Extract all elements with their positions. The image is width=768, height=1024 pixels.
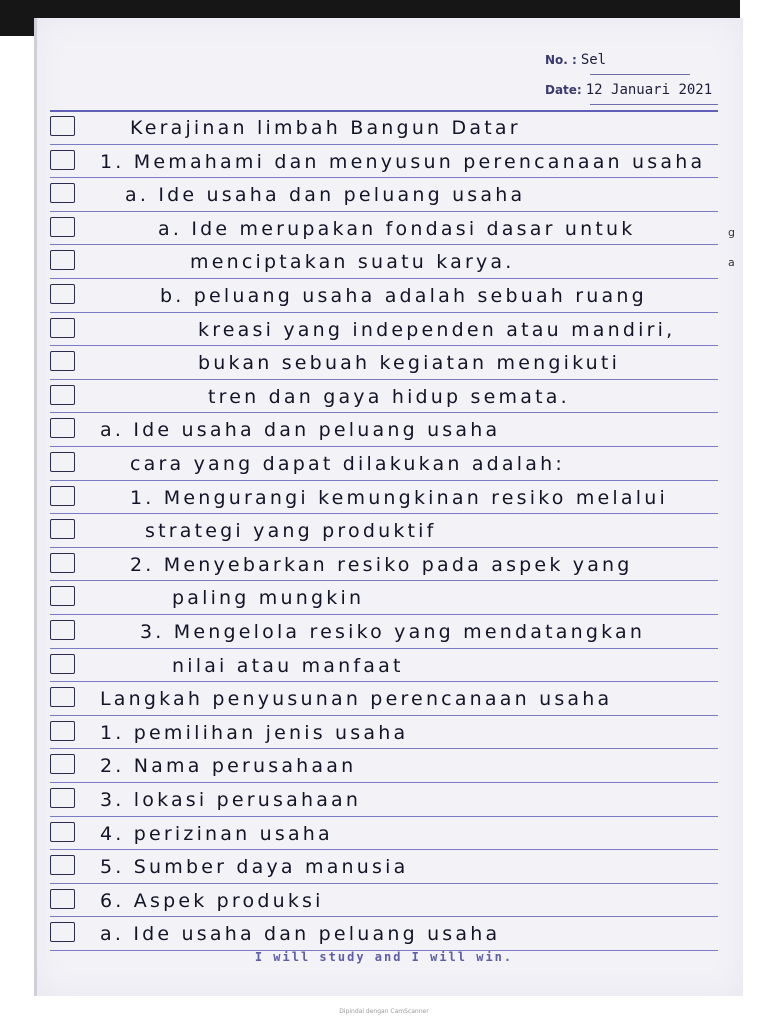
ruled-line xyxy=(50,278,718,279)
note-line: b. peluang usaha adalah sebuah ruang xyxy=(160,285,647,307)
note-line: kreasi yang independen atau mandiri, xyxy=(198,319,676,341)
ruled-line xyxy=(50,177,718,178)
ruled-line xyxy=(50,681,718,682)
margin-checkbox xyxy=(50,183,75,203)
note-line: 1. Mengurangi kemungkinan resiko melalui xyxy=(130,487,668,509)
ruled-line xyxy=(50,816,718,817)
margin-checkbox xyxy=(50,250,75,270)
ruled-line xyxy=(50,748,718,749)
ruled-line xyxy=(50,345,718,346)
ruled-line xyxy=(50,211,718,212)
margin-checkbox xyxy=(50,217,75,237)
ruled-line xyxy=(50,782,718,783)
notebook-motto: I will study and I will win. xyxy=(254,950,514,964)
ruled-line xyxy=(50,849,718,850)
margin-checkbox xyxy=(50,922,75,942)
margin-checkbox xyxy=(50,654,75,674)
ruled-line xyxy=(50,144,718,145)
margin-checkbox xyxy=(50,418,75,438)
margin-checkbox xyxy=(50,318,75,338)
note-line: 1. Memahami dan menyusun perencanaan usaha xyxy=(100,151,706,173)
edge-mark-2: a xyxy=(728,256,735,269)
margin-checkbox xyxy=(50,788,75,808)
margin-checkbox xyxy=(50,116,75,136)
note-line: strategi yang produktif xyxy=(145,520,437,542)
page-number-value: Sel xyxy=(580,52,607,68)
margin-checkbox xyxy=(50,284,75,304)
note-line: nilai atau manfaat xyxy=(172,655,404,677)
margin-checkbox xyxy=(50,687,75,707)
note-line: cara yang dapat dilakukan adalah: xyxy=(130,453,565,475)
note-line: 6. Aspek produksi xyxy=(100,890,324,912)
margin-checkbox xyxy=(50,620,75,640)
note-line: a. Ide usaha dan peluang usaha xyxy=(125,184,526,206)
margin-checkbox xyxy=(50,452,75,472)
ruled-line xyxy=(50,379,718,380)
note-line: tren dan gaya hidup semata. xyxy=(208,386,570,408)
note-line: 4. perizinan usaha xyxy=(100,823,333,845)
note-line: a. Ide usaha dan peluang usaha xyxy=(100,419,501,441)
note-line: 5. Sumber daya manusia xyxy=(100,856,409,878)
date-label: Date: xyxy=(545,83,582,97)
margin-checkbox xyxy=(50,553,75,573)
margin-checkbox xyxy=(50,754,75,774)
ruled-line xyxy=(50,916,718,917)
margin-checkbox xyxy=(50,385,75,405)
margin-checkbox xyxy=(50,519,75,539)
ruled-line xyxy=(50,412,718,413)
note-line: a. Ide merupakan fondasi dasar untuk xyxy=(158,218,636,240)
page-number-underline xyxy=(590,74,690,75)
ruled-line xyxy=(50,446,718,447)
note-line: 2. Menyebarkan resiko pada aspek yang xyxy=(130,554,633,576)
page-number-label: No. : xyxy=(545,53,577,67)
ruled-line xyxy=(50,715,718,716)
ruled-line xyxy=(50,648,718,649)
ruled-line xyxy=(50,110,718,112)
date-value: 12 Januari 2021 xyxy=(585,82,713,98)
note-line: menciptakan suatu karya. xyxy=(190,251,515,273)
ruled-line xyxy=(50,547,718,548)
ruled-line xyxy=(50,244,718,245)
ruled-line xyxy=(50,580,718,581)
page-number-field xyxy=(545,52,606,68)
margin-checkbox xyxy=(50,889,75,909)
scanner-watermark: Dipindai dengan CamScanner xyxy=(339,1008,429,1015)
margin-checkbox xyxy=(50,150,75,170)
date-underline xyxy=(590,104,718,105)
date-field xyxy=(545,82,712,98)
note-line: 3. lokasi perusahaan xyxy=(100,789,362,811)
ruled-line xyxy=(50,614,718,615)
note-line: bukan sebuah kegiatan mengikuti xyxy=(198,352,621,374)
note-line: paling mungkin xyxy=(172,587,365,609)
note-line: 2. Nama perusahaan xyxy=(100,755,357,777)
margin-checkbox xyxy=(50,822,75,842)
margin-checkbox xyxy=(50,486,75,506)
note-line: 1. pemilihan jenis usaha xyxy=(100,722,409,744)
ruled-line xyxy=(50,513,718,514)
note-line: 3. Mengelola resiko yang mendatangkan xyxy=(140,621,646,643)
margin-checkbox xyxy=(50,855,75,875)
margin-checkbox xyxy=(50,586,75,606)
edge-mark-1: g xyxy=(728,226,735,239)
note-line: a. Ide usaha dan peluang usaha xyxy=(100,923,501,945)
note-line: Langkah penyusunan perencanaan usaha xyxy=(100,688,613,710)
ruled-line xyxy=(50,312,718,313)
ruled-line xyxy=(50,480,718,481)
note-line: Kerajinan limbah Bangun Datar xyxy=(130,117,521,139)
margin-checkbox xyxy=(50,721,75,741)
margin-checkbox xyxy=(50,351,75,371)
ruled-line xyxy=(50,883,718,884)
